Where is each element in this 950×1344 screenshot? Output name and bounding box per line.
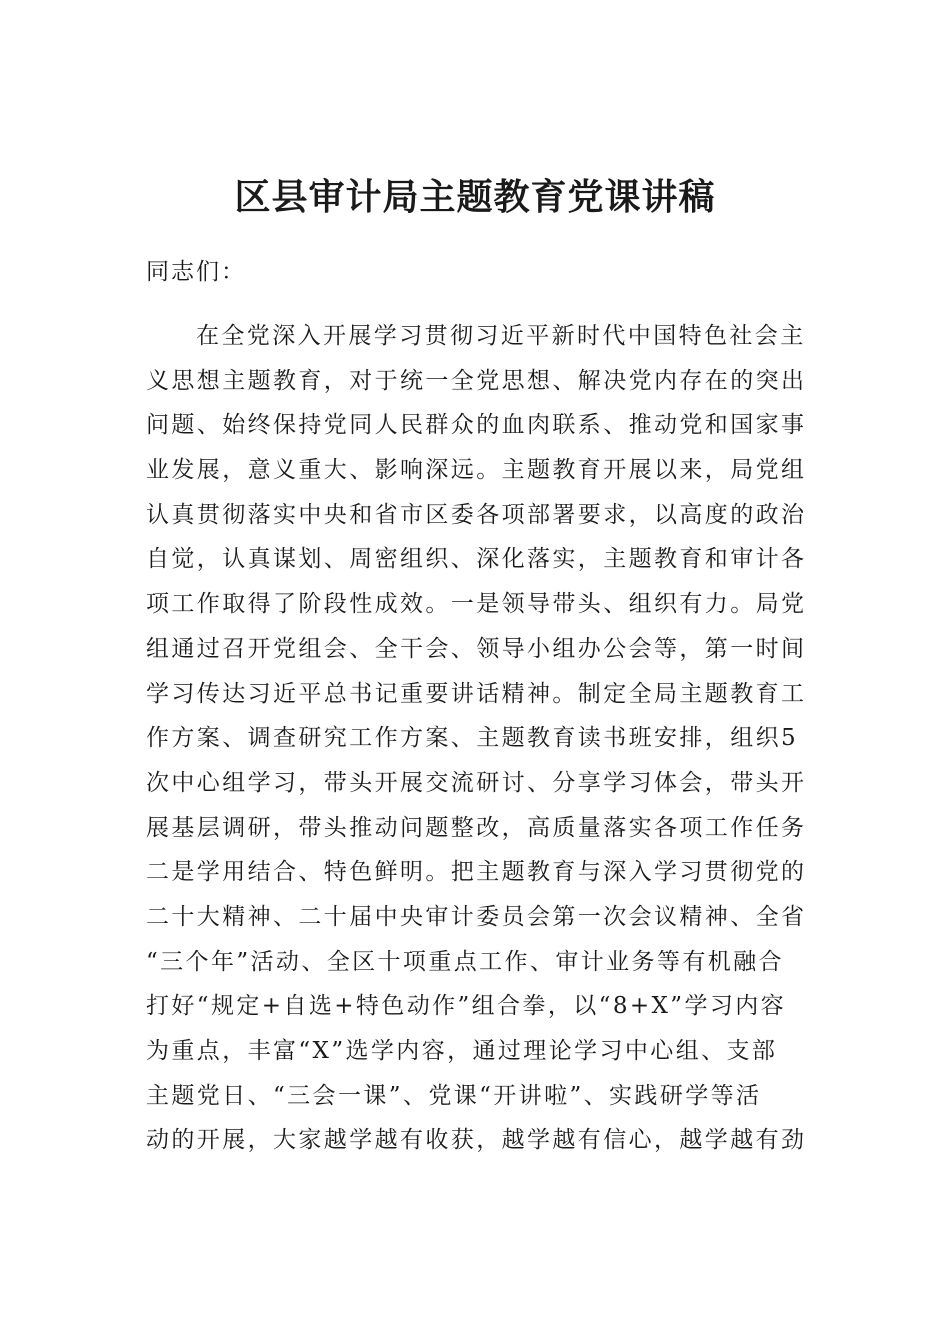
paragraph-line: 打好“规定+自选+特色动作”组合拳，以“8+X”学习内容 — [146, 993, 787, 1020]
paragraph-line: “三个年”活动、全区十项重点工作、审计业务等有机融合 — [146, 948, 784, 975]
paragraph-line: 主题党日、“三会一课”、党课“开讲啦”、实践研学等活 — [146, 1082, 762, 1109]
paragraph-line: 认真贯彻落实中央和省市区委各项部署要求，以高度的政治 — [146, 501, 807, 528]
body-paragraph — [146, 314, 816, 1163]
paragraph-line: 问题、始终保持党同人民群众的血肉联系、推动党和国家事 — [146, 412, 807, 439]
paragraph-line: 义思想主题教育，对于统一全党思想、解决党内存在的突出 — [146, 367, 807, 394]
paragraph-line: 二是学用结合、特色鲜明。把主题教育与深入学习贯彻党的 — [146, 859, 807, 886]
paragraph-line: 组通过召开党组会、全干会、领导小组办公会等，第一时间 — [146, 635, 807, 662]
paragraph-line: 次中心组学习，带头开展交流研讨、分享学习体会，带头开 — [146, 769, 807, 796]
paragraph-line: 在全党深入开展学习贯彻习近平新时代中国特色社会主 — [196, 323, 806, 349]
paragraph-line: 为重点，丰富“X”选学内容，通过理论学习中心组、支部 — [146, 1038, 778, 1064]
paragraph-line: 动的开展，大家越学越有收获，越学越有信心，越学越有劲 — [146, 1127, 807, 1154]
paragraph-line: 自觉，认真谋划、周密组织、深化落实，主题教育和审计各 — [146, 546, 807, 573]
paragraph-line: 业发展，意义重大、影响深远。主题教育开展以来，局党组 — [146, 457, 807, 484]
document-title: 区县审计局主题教育党课讲稿 — [234, 176, 716, 218]
paragraph-line: 展基层调研，带头推动问题整改，高质量落实各项工作任务 — [146, 814, 807, 841]
paragraph-line: 二十大精神、二十届中央审计委员会第一次会议精神、全省 — [146, 903, 807, 930]
paragraph-line: 作方案、调查研究工作方案、主题教育读书班安排，组织5 — [146, 725, 799, 752]
paragraph-line: 项工作取得了阶段性成效。一是领导带头、组织有力。局党 — [146, 591, 807, 618]
salutation: 同志们： — [146, 259, 246, 285]
paragraph-line: 学习传达习近平总书记重要讲话精神。制定全局主题教育工 — [146, 680, 807, 707]
